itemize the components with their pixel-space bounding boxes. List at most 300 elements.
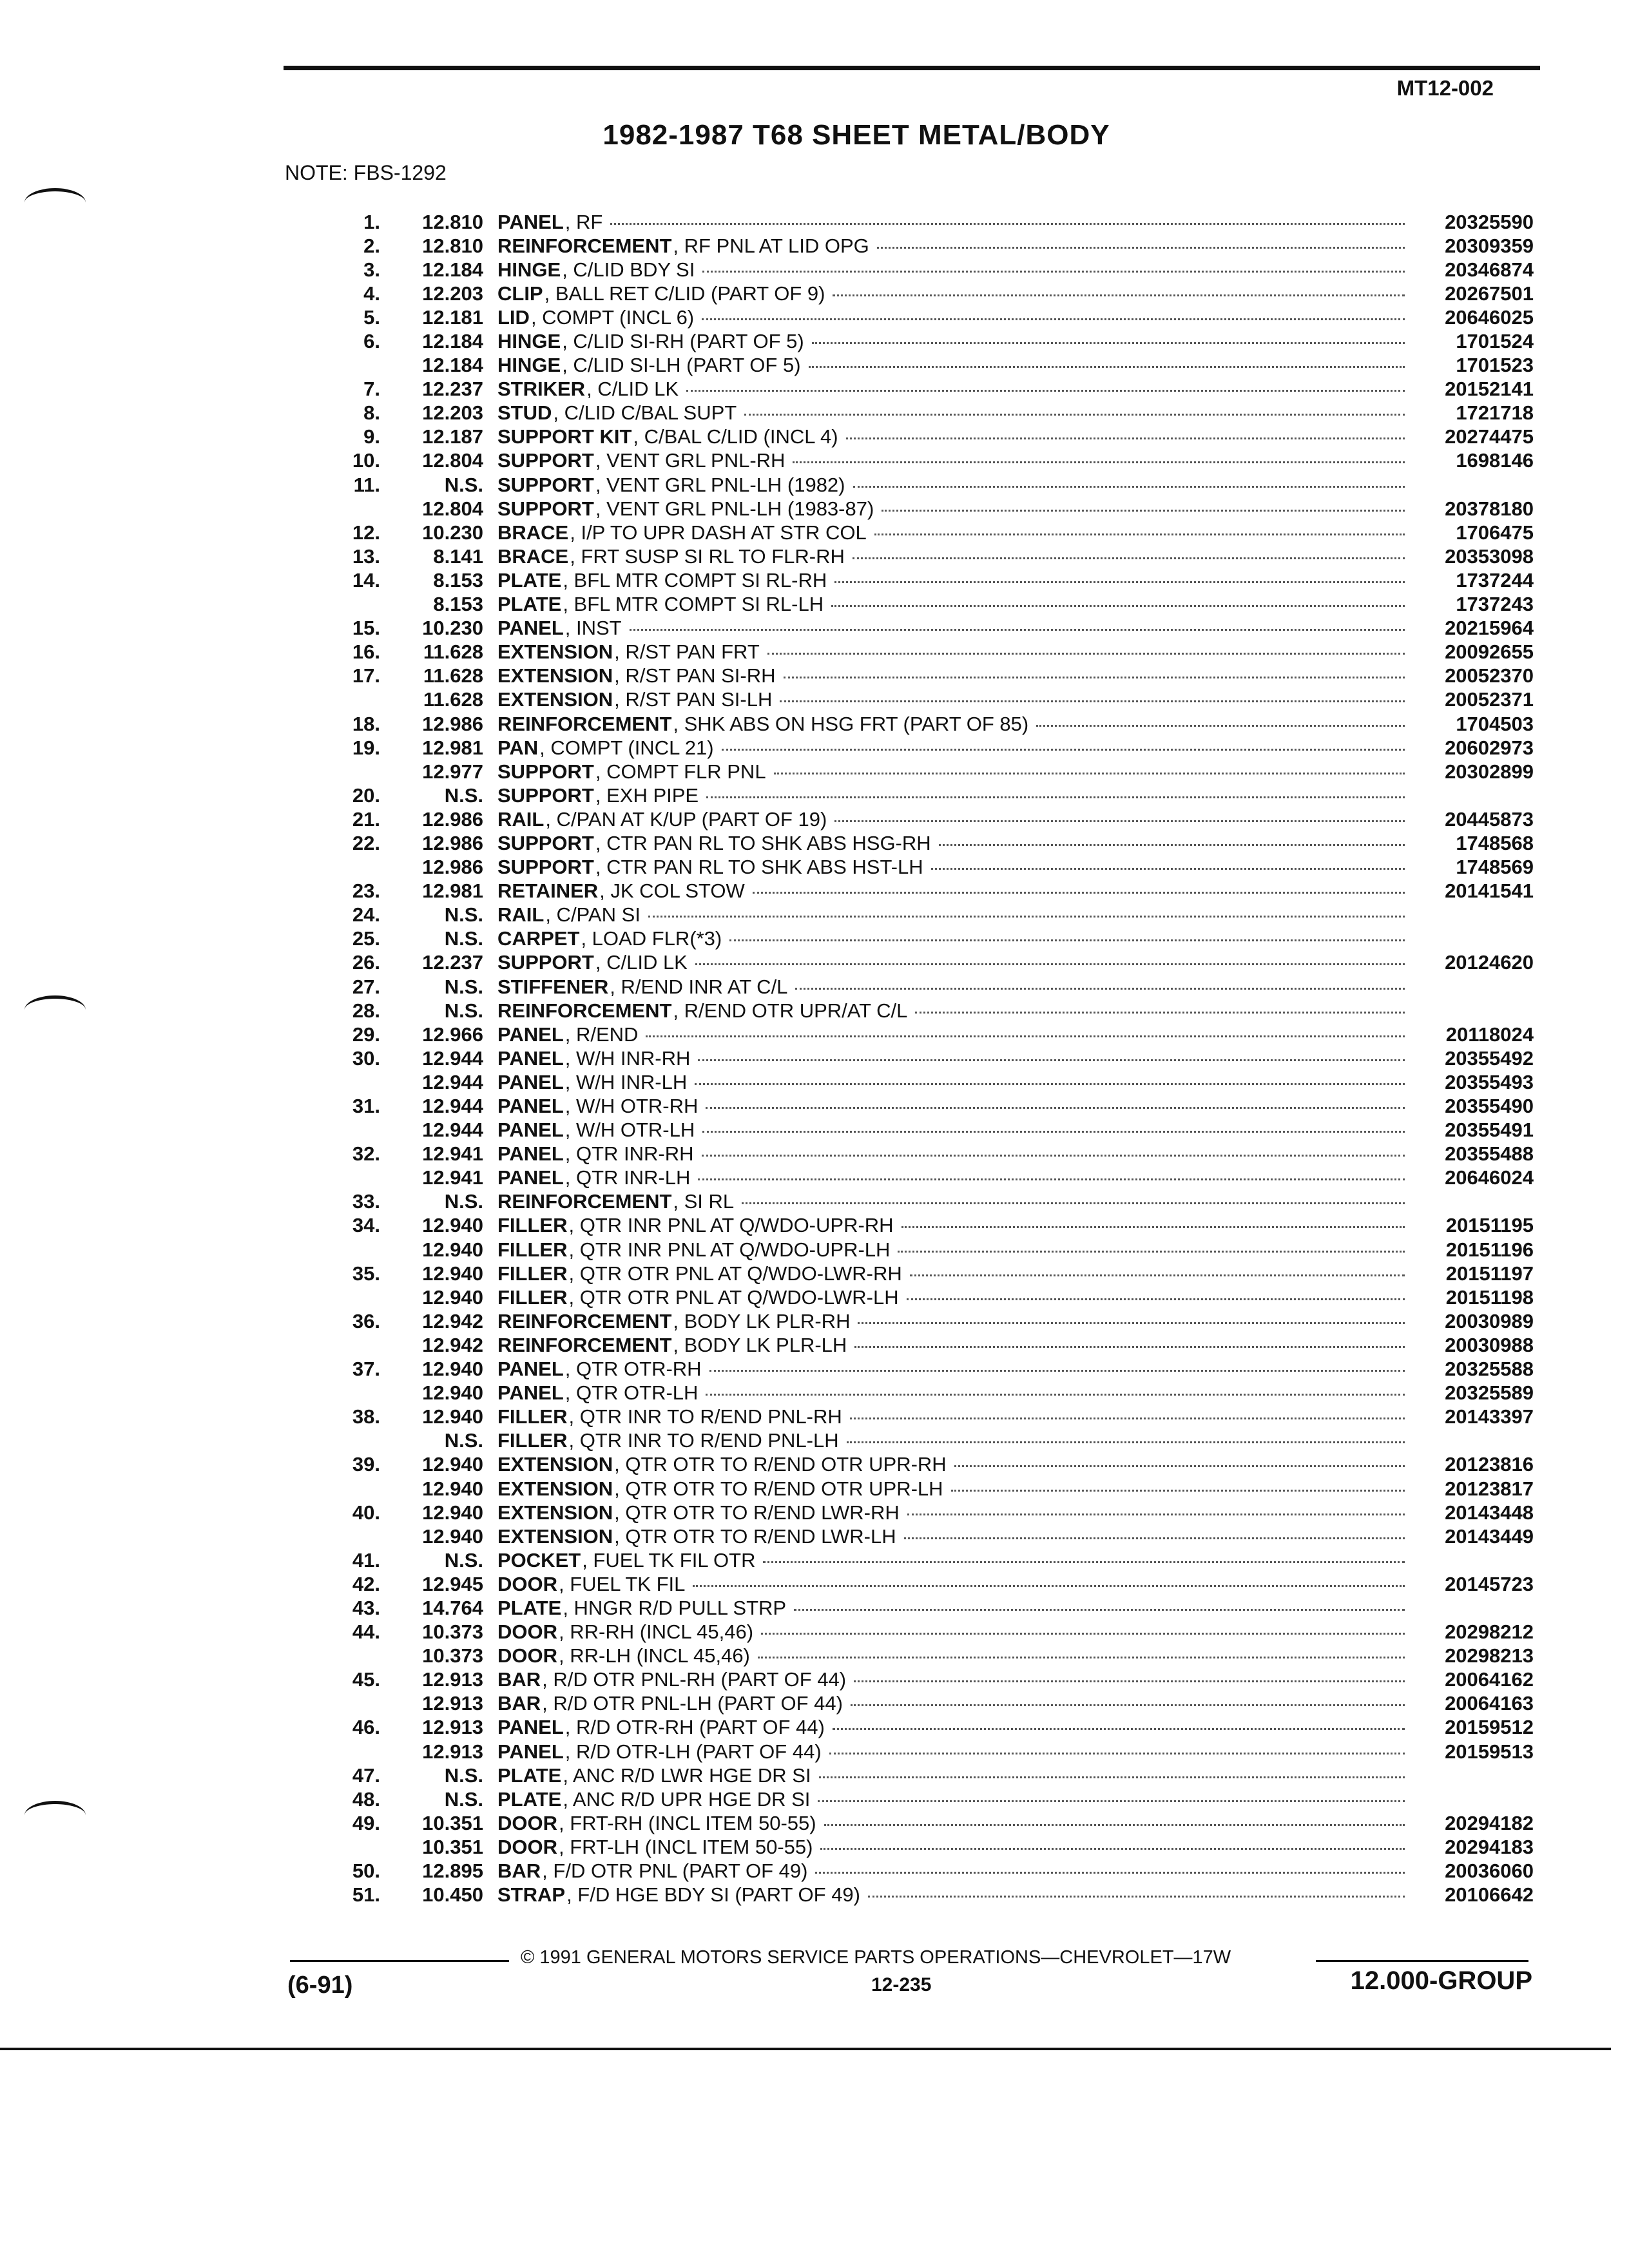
item-number: 50. xyxy=(352,1860,380,1883)
group-number: 12.184 xyxy=(422,330,483,353)
item-number: 44. xyxy=(352,1620,380,1644)
parts-row xyxy=(335,1094,1534,1118)
dot-leader xyxy=(847,1441,1405,1443)
item-number: 30. xyxy=(352,1046,380,1070)
part-name: STUD xyxy=(497,401,552,425)
dot-leader xyxy=(809,366,1405,368)
part-detail: , RR-RH (INCL 45,46) xyxy=(559,1620,754,1644)
item-number: 18. xyxy=(352,712,380,735)
part-description xyxy=(497,856,1411,879)
part-name: CLIP xyxy=(497,282,543,305)
dot-leader xyxy=(1036,725,1405,727)
part-name: POCKET xyxy=(497,1548,581,1571)
item-number: 13. xyxy=(352,544,380,568)
part-detail: , BODY LK PLR-RH xyxy=(673,1309,851,1332)
part-name: EXTENSION xyxy=(497,1501,613,1524)
part-name: EXTENSION xyxy=(497,688,613,711)
copyright-notice: © 1991 GENERAL MOTORS SERVICE PARTS OPERATIONS—CHEVROLET—17W xyxy=(521,1947,1231,1968)
parts-row xyxy=(335,234,1534,258)
part-number: 20124620 xyxy=(1445,951,1534,974)
part-name: PAN xyxy=(497,736,539,759)
part-number: 20353098 xyxy=(1445,544,1534,568)
footer-rule-left xyxy=(290,1960,509,1962)
dot-leader xyxy=(709,1370,1405,1372)
dot-leader xyxy=(850,1418,1405,1419)
group-number: N.S. xyxy=(444,903,483,927)
part-description xyxy=(497,1262,1411,1285)
group-number: 11.628 xyxy=(423,688,483,711)
parts-row xyxy=(335,1142,1534,1166)
parts-row xyxy=(335,378,1534,401)
item-number: 14. xyxy=(352,568,380,591)
part-name: PANEL xyxy=(497,1046,564,1070)
part-number: 20355488 xyxy=(1445,1142,1534,1166)
part-name: STIFFENER xyxy=(497,975,609,998)
part-detail: , CTR PAN RL TO SHK ABS HST-LH xyxy=(595,856,923,879)
dot-leader xyxy=(831,605,1405,607)
group-number: N.S. xyxy=(444,927,483,950)
item-number: 10. xyxy=(352,449,380,472)
part-detail: , C/LID C/BAL SUPT xyxy=(553,401,737,425)
part-detail: , COMPT FLR PNL xyxy=(595,760,766,783)
group-number: 12.940 xyxy=(422,1238,483,1261)
parts-row xyxy=(335,879,1534,903)
dot-leader xyxy=(874,533,1405,535)
part-number: 20355492 xyxy=(1445,1046,1534,1070)
part-number: 20646025 xyxy=(1445,305,1534,329)
dot-leader xyxy=(695,1083,1405,1085)
group-number: 10.230 xyxy=(422,521,483,544)
item-number: 16. xyxy=(352,640,380,664)
parts-row xyxy=(335,1763,1534,1787)
part-description xyxy=(497,927,1411,950)
part-number: 1704503 xyxy=(1456,712,1534,735)
dot-leader xyxy=(686,390,1405,392)
parts-row xyxy=(335,783,1534,807)
part-description xyxy=(497,951,1411,974)
part-name: PANEL xyxy=(497,1023,564,1046)
part-detail: , SI RL xyxy=(673,1190,735,1213)
dot-leader xyxy=(853,557,1405,559)
dot-leader xyxy=(931,868,1405,870)
part-name: DOOR xyxy=(497,1620,557,1644)
part-name: SUPPORT xyxy=(497,473,594,496)
part-description xyxy=(497,425,1411,448)
dot-leader xyxy=(907,1514,1405,1515)
parts-row xyxy=(335,1190,1534,1214)
parts-row xyxy=(335,449,1534,473)
parts-row xyxy=(335,1238,1534,1262)
part-detail: , FUEL TK FIL xyxy=(559,1572,686,1595)
part-name: PLATE xyxy=(497,1596,562,1619)
group-number: 12.913 xyxy=(422,1716,483,1739)
parts-row xyxy=(335,1429,1534,1453)
part-number: 20052371 xyxy=(1445,688,1534,711)
part-detail: , FUEL TK FIL OTR xyxy=(582,1548,756,1571)
dot-leader xyxy=(702,318,1405,320)
parts-row xyxy=(335,688,1534,712)
part-description xyxy=(497,1668,1411,1691)
group-number: 12.804 xyxy=(422,497,483,520)
part-detail: , QTR INR TO R/END PNL-LH xyxy=(568,1429,839,1452)
part-number: 20030989 xyxy=(1445,1309,1534,1332)
dot-leader xyxy=(915,1012,1405,1014)
parts-row xyxy=(335,1501,1534,1524)
group-number: N.S. xyxy=(444,1190,483,1213)
dot-leader xyxy=(793,461,1405,463)
part-description xyxy=(497,1310,1411,1333)
part-description xyxy=(497,497,1411,521)
group-number: 12.895 xyxy=(422,1860,483,1883)
dot-leader xyxy=(767,653,1405,655)
part-number: 1698146 xyxy=(1456,449,1534,472)
part-detail: , C/BAL C/LID (INCL 4) xyxy=(633,425,838,448)
part-description xyxy=(497,474,1411,497)
parts-row xyxy=(335,1214,1534,1238)
dot-leader xyxy=(951,1490,1405,1492)
part-name: SUPPORT xyxy=(497,497,594,520)
part-number: 20445873 xyxy=(1445,807,1534,831)
dot-leader xyxy=(774,773,1405,774)
item-number: 6. xyxy=(363,330,380,353)
parts-row xyxy=(335,1835,1534,1859)
item-number: 47. xyxy=(352,1763,380,1787)
group-number: 10.351 xyxy=(422,1835,483,1858)
part-name: PANEL xyxy=(497,1070,564,1093)
part-number: 1748568 xyxy=(1456,831,1534,854)
group-number: 12.940 xyxy=(422,1285,483,1309)
parts-row xyxy=(335,1453,1534,1477)
part-name: PANEL xyxy=(497,1716,564,1739)
group-number: N.S. xyxy=(444,999,483,1022)
part-detail: , C/LID SI-RH (PART OF 5) xyxy=(562,330,804,353)
part-number: 20215964 xyxy=(1445,617,1534,640)
part-name: RAIL xyxy=(497,807,545,831)
group-number: 12.944 xyxy=(422,1119,483,1142)
item-number: 31. xyxy=(352,1095,380,1118)
part-detail: , QTR OTR TO R/END OTR UPR-RH xyxy=(614,1453,947,1476)
group-number: 10.230 xyxy=(422,617,483,640)
group-number: 12.942 xyxy=(422,1333,483,1356)
item-number: 41. xyxy=(352,1548,380,1571)
dot-leader xyxy=(742,1202,1405,1204)
item-number: 32. xyxy=(352,1142,380,1166)
group-number: 12.184 xyxy=(422,354,483,377)
part-description xyxy=(497,1238,1411,1262)
group-number: 12.944 xyxy=(422,1095,483,1118)
dot-leader xyxy=(648,916,1405,918)
part-description xyxy=(497,1740,1411,1763)
part-detail: , W/H INR-RH xyxy=(564,1046,691,1070)
item-number: 5. xyxy=(363,305,380,329)
part-detail: , BALL RET C/LID (PART OF 9) xyxy=(544,282,825,305)
dot-leader xyxy=(744,414,1405,416)
part-description xyxy=(497,1620,1411,1644)
part-number: 20294183 xyxy=(1445,1835,1534,1858)
dot-leader xyxy=(858,1322,1405,1324)
part-description xyxy=(497,760,1411,783)
bottom-rule xyxy=(0,2048,1611,2050)
part-detail: , QTR OTR-RH xyxy=(564,1358,702,1381)
part-description xyxy=(497,1214,1411,1237)
part-number: 20302899 xyxy=(1445,760,1534,783)
part-detail: , QTR INR PNL AT Q/WDO-UPR-LH xyxy=(568,1238,891,1261)
part-detail: , COMPT (INCL 6) xyxy=(530,305,695,329)
part-description xyxy=(497,378,1411,401)
dot-leader xyxy=(868,1896,1405,1898)
part-detail: , R/ST PAN SI-LH xyxy=(614,688,773,711)
group-number: 12.940 xyxy=(422,1381,483,1405)
part-name: PANEL xyxy=(497,617,564,640)
part-detail: , W/H OTR-RH xyxy=(564,1095,699,1118)
part-name: HINGE xyxy=(497,354,561,377)
item-number: 3. xyxy=(363,258,380,281)
part-number: 20143448 xyxy=(1445,1501,1534,1524)
dot-leader xyxy=(702,1155,1405,1157)
part-description xyxy=(497,784,1411,807)
group-number: 12.187 xyxy=(422,425,483,448)
part-name: SUPPORT KIT xyxy=(497,425,632,448)
date-code: (6-91) xyxy=(287,1972,353,1999)
dot-leader xyxy=(780,700,1405,702)
item-number: 39. xyxy=(352,1453,380,1476)
parts-row xyxy=(335,856,1534,879)
item-number: 26. xyxy=(352,951,380,974)
part-description xyxy=(497,282,1411,305)
part-number: 20145723 xyxy=(1445,1572,1534,1595)
parts-row xyxy=(335,282,1534,305)
dot-leader xyxy=(695,963,1405,965)
part-detail: , COMPT (INCL 21) xyxy=(539,736,714,759)
part-name: PANEL xyxy=(497,1358,564,1381)
part-description xyxy=(497,1860,1411,1883)
part-name: RETAINER xyxy=(497,879,599,903)
item-number: 17. xyxy=(352,664,380,687)
part-detail: , C/LID SI-LH (PART OF 5) xyxy=(562,354,801,377)
part-name: SUPPORT xyxy=(497,856,594,879)
part-detail: , C/PAN SI xyxy=(545,903,641,927)
part-number: 20298213 xyxy=(1445,1644,1534,1667)
parts-row xyxy=(335,425,1534,449)
dot-leader xyxy=(753,892,1405,894)
part-name: STRAP xyxy=(497,1883,566,1907)
part-description xyxy=(497,688,1411,711)
part-detail: , QTR INR-RH xyxy=(564,1142,694,1166)
part-description xyxy=(497,1071,1411,1094)
dot-leader xyxy=(698,1178,1405,1180)
part-description xyxy=(497,235,1411,258)
group-number: 12.944 xyxy=(422,1046,483,1070)
part-description xyxy=(497,1549,1411,1572)
dot-leader xyxy=(630,629,1405,631)
parts-row xyxy=(335,521,1534,544)
part-number: 20152141 xyxy=(1445,378,1534,401)
parts-row xyxy=(335,1668,1534,1692)
dot-leader xyxy=(829,1753,1405,1754)
parts-row xyxy=(335,1596,1534,1620)
page-code: MT12-002 xyxy=(1396,76,1494,100)
part-detail: , R/END xyxy=(564,1023,639,1046)
part-name: REINFORCEMENT xyxy=(497,1333,672,1356)
part-number: 20355491 xyxy=(1445,1119,1534,1142)
group-number: 12.940 xyxy=(422,1501,483,1524)
part-number: 20141541 xyxy=(1445,879,1534,903)
group-number: N.S. xyxy=(444,975,483,998)
group-number: 8.141 xyxy=(433,544,483,568)
part-number: 20092655 xyxy=(1445,640,1534,664)
parts-row xyxy=(335,258,1534,282)
parts-row xyxy=(335,831,1534,855)
part-detail: , BFL MTR COMPT SI RL-RH xyxy=(563,568,827,591)
group-number: 12.237 xyxy=(422,378,483,401)
group-number: 12.940 xyxy=(422,1358,483,1381)
part-number: 20118024 xyxy=(1445,1023,1534,1046)
dot-leader xyxy=(820,1848,1405,1850)
dot-leader xyxy=(610,223,1405,225)
part-detail: , CTR PAN RL TO SHK ABS HSG-RH xyxy=(595,831,931,854)
part-number: 20159512 xyxy=(1445,1716,1534,1739)
group-number: 12.913 xyxy=(422,1692,483,1715)
part-detail: , VENT GRL PNL-LH (1983-87) xyxy=(595,497,874,520)
part-name: BAR xyxy=(497,1668,541,1691)
part-name: REINFORCEMENT xyxy=(497,712,672,735)
part-detail: , QTR OTR TO R/END OTR UPR-LH xyxy=(614,1477,943,1500)
parts-row xyxy=(335,903,1534,927)
part-name: BAR xyxy=(497,1860,541,1883)
parts-row xyxy=(335,760,1534,783)
part-detail: , R/END OTR UPR/AT C/L xyxy=(673,999,908,1022)
dot-leader xyxy=(763,1561,1405,1563)
part-name: FILLER xyxy=(497,1285,568,1309)
part-detail: , C/LID LK xyxy=(586,378,679,401)
part-number: 20106642 xyxy=(1445,1883,1534,1907)
item-number: 25. xyxy=(352,927,380,950)
part-detail: , EXH PIPE xyxy=(595,783,699,807)
part-name: LID xyxy=(497,305,530,329)
part-detail: , W/H INR-LH xyxy=(564,1070,688,1093)
item-number: 22. xyxy=(352,831,380,854)
group-number: 12.913 xyxy=(422,1740,483,1763)
part-description xyxy=(497,808,1411,831)
part-name: SUPPORT xyxy=(497,760,594,783)
parts-row xyxy=(335,664,1534,688)
part-name: PLATE xyxy=(497,1763,562,1787)
dot-leader xyxy=(693,1585,1405,1587)
part-description xyxy=(497,1597,1411,1620)
group-number: 12.940 xyxy=(422,1262,483,1285)
parts-row xyxy=(335,568,1534,592)
parts-row xyxy=(335,1644,1534,1668)
parts-row xyxy=(335,1883,1534,1907)
part-detail: , HNGR R/D PULL STRP xyxy=(563,1596,787,1619)
parts-row xyxy=(335,1166,1534,1190)
part-detail: , R/ST PAN FRT xyxy=(614,640,760,664)
part-name: REINFORCEMENT xyxy=(497,234,672,257)
part-name: BRACE xyxy=(497,521,569,544)
part-description xyxy=(497,1190,1411,1213)
parts-row xyxy=(335,1333,1534,1357)
part-name: DOOR xyxy=(497,1644,557,1667)
part-description xyxy=(497,1836,1411,1859)
item-number: 24. xyxy=(352,903,380,927)
part-number: 20602973 xyxy=(1445,736,1534,759)
part-name: PANEL xyxy=(497,210,564,233)
item-number: 15. xyxy=(352,617,380,640)
part-detail: , ANC R/D UPR HGE DR SI xyxy=(563,1787,811,1811)
part-number: 20151196 xyxy=(1445,1238,1534,1261)
note: NOTE: FBS-1292 xyxy=(285,161,447,184)
part-detail: , JK COL STOW xyxy=(599,879,745,903)
part-name: RAIL xyxy=(497,903,545,927)
parts-row xyxy=(335,354,1534,378)
group-number: 10.373 xyxy=(422,1620,483,1644)
group-number: 12.913 xyxy=(422,1668,483,1691)
part-name: PLATE xyxy=(497,593,562,616)
dot-leader xyxy=(834,820,1405,822)
part-name: EXTENSION xyxy=(497,640,613,664)
parts-row xyxy=(335,999,1534,1023)
part-number: 20274475 xyxy=(1445,425,1534,448)
part-description xyxy=(497,1716,1411,1739)
parts-row xyxy=(335,1548,1534,1572)
parts-row xyxy=(335,401,1534,425)
group-number: 12.940 xyxy=(422,1524,483,1548)
part-description xyxy=(497,617,1411,640)
parts-row xyxy=(335,1309,1534,1333)
part-description xyxy=(497,975,1411,999)
part-description xyxy=(497,1358,1411,1381)
group-number: 12.986 xyxy=(422,807,483,831)
item-number: 8. xyxy=(363,401,380,425)
group-label: 12.000-GROUP xyxy=(1350,1966,1532,1995)
part-name: EXTENSION xyxy=(497,1453,613,1476)
part-detail: , VENT GRL PNL-RH xyxy=(595,449,786,472)
part-name: BAR xyxy=(497,1692,541,1715)
part-name: HINGE xyxy=(497,258,561,281)
part-name: BRACE xyxy=(497,544,569,568)
item-number: 9. xyxy=(363,425,380,448)
part-detail: , F/D OTR PNL (PART OF 49) xyxy=(542,1860,808,1883)
item-number: 35. xyxy=(352,1262,380,1285)
group-number: N.S. xyxy=(444,1548,483,1571)
parts-row xyxy=(335,1119,1534,1142)
dot-leader xyxy=(795,988,1405,990)
group-number: 14.764 xyxy=(422,1596,483,1619)
group-number: 12.981 xyxy=(422,736,483,759)
group-number: 12.810 xyxy=(422,234,483,257)
parts-row xyxy=(335,1787,1534,1811)
item-number: 12. xyxy=(352,521,380,544)
part-name: EXTENSION xyxy=(497,1477,613,1500)
parts-row xyxy=(335,593,1534,617)
part-description xyxy=(497,713,1411,736)
group-number: N.S. xyxy=(444,1763,483,1787)
group-number: 10.351 xyxy=(422,1811,483,1834)
parts-row xyxy=(335,1381,1534,1405)
part-name: PANEL xyxy=(497,1142,564,1166)
group-number: 12.940 xyxy=(422,1214,483,1237)
part-description xyxy=(497,1788,1411,1811)
item-number: 1. xyxy=(363,210,380,233)
part-detail: , C/PAN AT K/UP (PART OF 19) xyxy=(545,807,827,831)
group-number: 8.153 xyxy=(433,568,483,591)
part-description xyxy=(497,999,1411,1023)
part-description xyxy=(497,1023,1411,1046)
part-detail: , QTR INR PNL AT Q/WDO-UPR-RH xyxy=(568,1214,894,1237)
top-rule xyxy=(284,66,1540,70)
parts-row xyxy=(335,497,1534,521)
part-detail: , RF PNL AT LID OPG xyxy=(673,234,869,257)
